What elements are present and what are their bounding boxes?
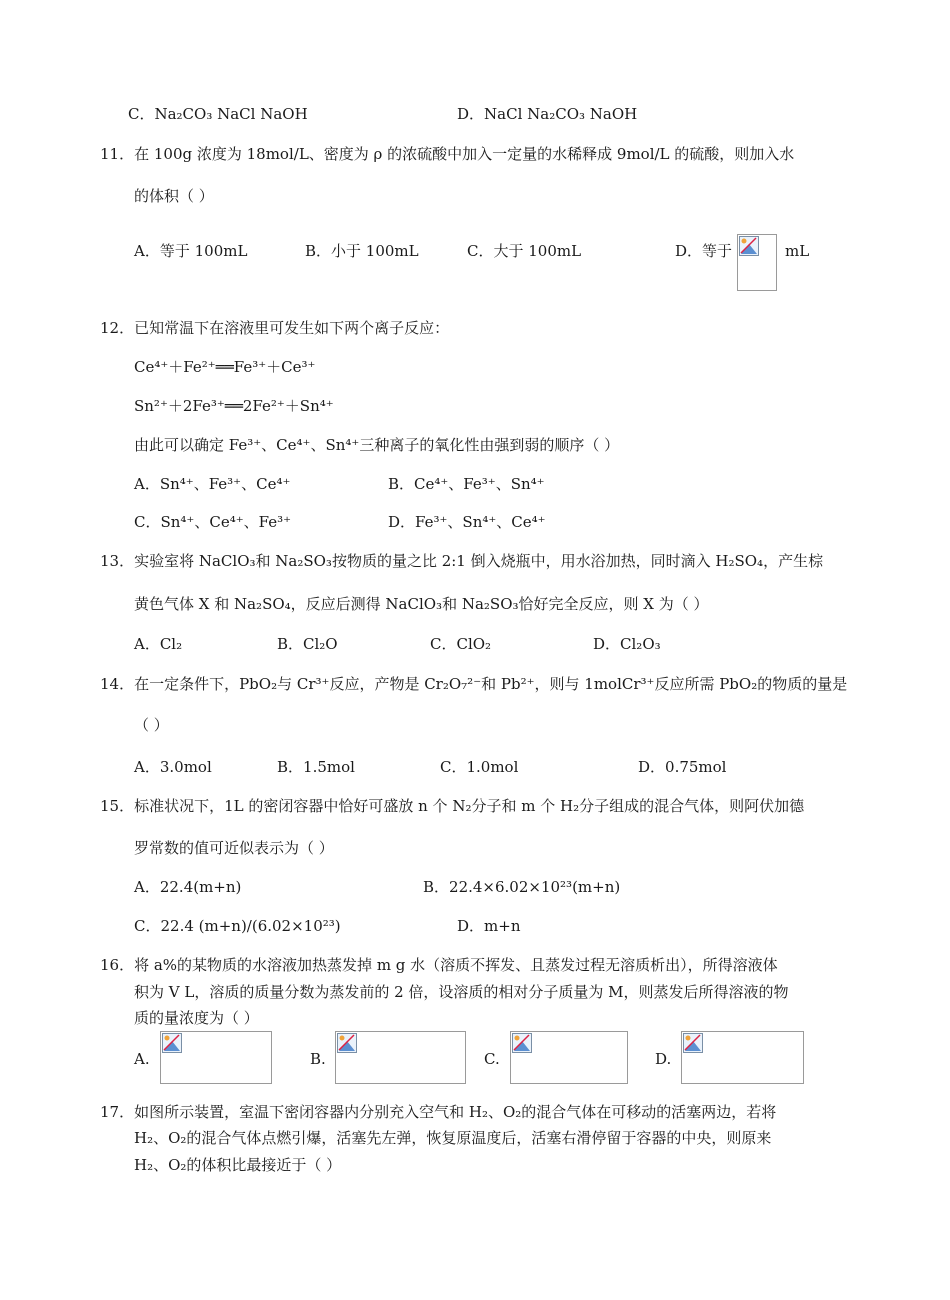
broken-image-icon — [337, 1033, 357, 1053]
q16-option-c-label: C. — [484, 1050, 500, 1068]
q16-option-d-formula-image — [681, 1031, 804, 1084]
q16-option-b-formula-image — [335, 1031, 466, 1084]
q11-option-d-formula-image — [737, 234, 777, 291]
q12-option-d: D．Fe³⁺、Sn⁴⁺、Ce⁴⁺ — [388, 513, 546, 531]
q13-stem-line1: 13．实验室将 NaClO₃和 Na₂SO₃按物质的量之比 2:1 倒入烧瓶中，用水浴加热，同时滴入 H₂SO₄，产生棕 — [100, 552, 824, 570]
q14-option-c: C．1.0mol — [440, 758, 519, 776]
q10-option-d: D．NaCl Na₂CO₃ NaOH — [457, 105, 638, 123]
q15-option-b: B．22.4×6.02×10²³(m+n) — [423, 878, 621, 896]
q11-stem-line1: 11．在 100g 浓度为 18mol/L、密度为 ρ 的浓硫酸中加入一定量的水稀释成 9mol/L 的硫酸，则加入水 — [100, 145, 795, 163]
q10-option-c: C．Na₂CO₃ NaCl NaOH — [128, 105, 308, 123]
q16-option-a-formula-image — [160, 1031, 272, 1084]
q12-equation-1: Ce⁴⁺＋Fe²⁺══Fe³⁺＋Ce³⁺ — [134, 358, 316, 376]
q15-option-c: C．22.4 (m+n)/(6.02×10²³) — [134, 917, 341, 935]
q16-stem-line1: 16．将 a%的某物质的水溶液加热蒸发掉 m g 水（溶质不挥发、且蒸发过程无溶质析出），所得溶液体 — [100, 956, 778, 974]
q12-option-a: A．Sn⁴⁺、Fe³⁺、Ce⁴⁺ — [134, 475, 291, 493]
q15-stem-line2: 罗常数的值可近似表示为（ ） — [134, 839, 334, 857]
broken-image-icon — [739, 236, 759, 256]
q11-option-d-prefix: D．等于 — [675, 242, 733, 260]
q17-stem-line3: H₂、O₂的体积比最接近于（ ） — [134, 1156, 342, 1174]
q11-option-b: B．小于 100mL — [305, 242, 419, 260]
q14-option-d: D．0.75mol — [638, 758, 727, 776]
q12-stem: 12．已知常温下在溶液里可发生如下两个离子反应： — [100, 319, 450, 337]
q14-stem-line2: （ ） — [134, 716, 169, 734]
q14-option-a: A．3.0mol — [134, 758, 212, 776]
q15-option-d: D．m+n — [457, 917, 521, 935]
q16-option-b-label: B. — [310, 1050, 326, 1068]
q12-option-b: B．Ce⁴⁺、Fe³⁺、Sn⁴⁺ — [388, 475, 545, 493]
q16-option-d-label: D. — [655, 1050, 672, 1068]
broken-image-icon — [512, 1033, 532, 1053]
q14-stem-line1: 14．在一定条件下，PbO₂与 Cr³⁺反应，产物是 Cr₂O₇²⁻和 Pb²⁺，则与 1molCr³⁺反应所需 PbO₂的物质的量是 — [100, 675, 848, 693]
q14-option-b: B．1.5mol — [277, 758, 355, 776]
q11-option-a: A．等于 100mL — [134, 242, 248, 260]
q11-option-c: C．大于 100mL — [467, 242, 582, 260]
q11-option-d-suffix: mL — [785, 242, 810, 260]
q12-question: 由此可以确定 Fe³⁺、Ce⁴⁺、Sn⁴⁺三种离子的氧化性由强到弱的顺序（ ） — [134, 436, 620, 454]
q16-stem-line2: 积为 V L，溶质的质量分数为蒸发前的 2 倍，设溶质的相对分子质量为 M，则蒸发后所得溶液的物 — [134, 983, 789, 1001]
q12-equation-2: Sn²⁺＋2Fe³⁺══2Fe²⁺＋Sn⁴⁺ — [134, 397, 334, 415]
q13-option-b: B．Cl₂O — [277, 635, 338, 653]
q13-stem-line2: 黄色气体 X 和 Na₂SO₄，反应后测得 NaClO₃和 Na₂SO₃恰好完全反应，则 X 为（ ） — [134, 595, 709, 613]
q17-stem-line2: H₂、O₂的混合气体点燃引爆，活塞先左弹，恢复原温度后，活塞右滑停留于容器的中央，则原来 — [134, 1129, 772, 1147]
q13-option-d: D．Cl₂O₃ — [593, 635, 661, 653]
q11-stem-line2: 的体积（ ） — [134, 187, 214, 205]
q16-stem-line3: 质的量浓度为（ ） — [134, 1009, 259, 1027]
q13-option-c: C．ClO₂ — [430, 635, 492, 653]
q16-option-a-label: A. — [134, 1050, 150, 1068]
q12-option-c: C．Sn⁴⁺、Ce⁴⁺、Fe³⁺ — [134, 513, 292, 531]
broken-image-icon — [162, 1033, 182, 1053]
q13-option-a: A．Cl₂ — [134, 635, 183, 653]
q15-option-a: A．22.4(m+n) — [134, 878, 242, 896]
q16-option-c-formula-image — [510, 1031, 628, 1084]
broken-image-icon — [683, 1033, 703, 1053]
q17-stem-line1: 17．如图所示装置，室温下密闭容器内分别充入空气和 H₂、O₂的混合气体在可移动的活塞两边，若将 — [100, 1103, 777, 1121]
q15-stem-line1: 15．标准状况下，1L 的密闭容器中恰好可盛放 n 个 N₂分子和 m 个 H₂分子组成的混合气体，则阿伏加德 — [100, 797, 805, 815]
